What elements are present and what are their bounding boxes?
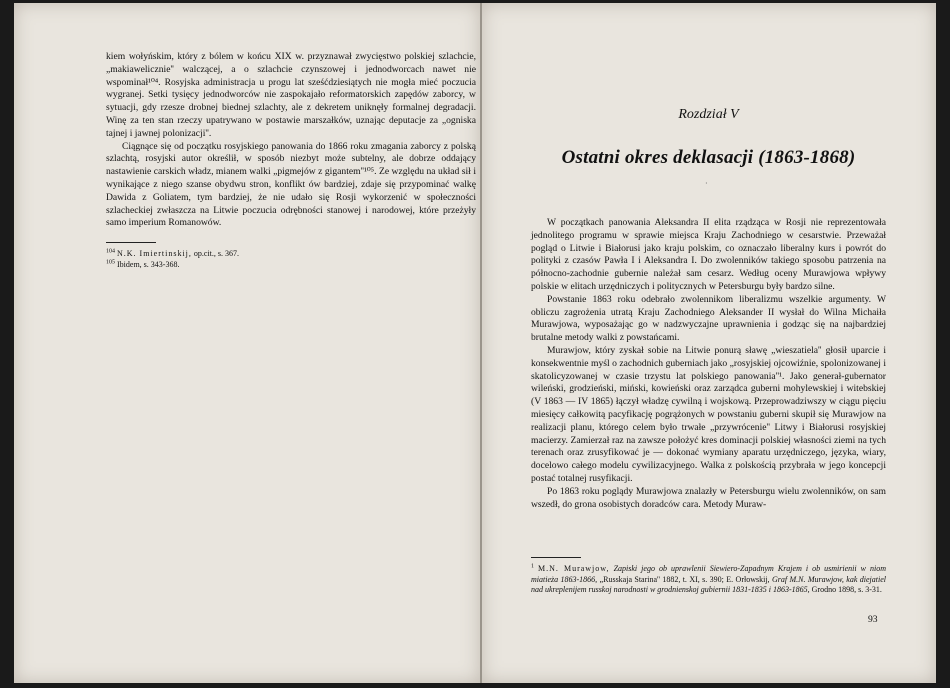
left-paragraph-2: Ciągnące się od początku rosyjskiego panowania do 1866 roku zmagania zaborcy z polską szlachtą, rosyjski autor określił, w sposób niezbyt może subtelny, ale dobrze oddający nastawienie carskich władz, mianem walki „pigmejów z gigantem''¹⁰⁵. Ze względu na układ sił i wynikające z niego szanse obydwu stron, konflikt ów bardziej, zdaje się przypominać walkę Dawida z Goliatem, tym bardziej, że nie udało się Rosji wykorzenić w społeczności szlacheckiej zwłaszcza na Litwie poczucia odrębności stanowej i narodowej, które przeżyły samo imperium Romanowów.: [106, 140, 476, 229]
footnote-1: $^1$ M.N. Murawjow, Zapiski jego ob uprawlenii Siewiero-Zapadnym Krajem i ob usmirienii w niom miatieża 1863-1866, „Russkaja Starina'' 1882, t. XI, s. 390; E. Orłowskij, Graf M.N. Murawjow, kak diejatiel nad ukreplenijem russkoj narodnosti w grodnienskoj gubiernii 1831-1835 i 1863-1865, Grodno 1898, s. 3-31.: [531, 563, 886, 594]
right-paragraph-3: Murawjow, który zyskał sobie na Litwie ponurą sławę „wieszatiela'' głosił uparcie i konsekwentnie myśl o zachodnich guberniach jako „rosyjskiej ojcowiźnie, spolonizowanej i skatolicyzowanej w czasie trzystu lat polskiego panowania''¹. Jako generał-gubernator wileński, grodzieński, miński, kowieński oraz zarządca guberni mohylewskiej i witebskiej (V 1863 — IV 1865) łączył władzę cywilną i wojskową. Przeprowadziwszy w ciągu pięciu miesięcy całkowitą pacyfikację pogrążonych w powstaniu guberni skupił się Murawjow na realizacji planu, którego celem było trwałe „przywrócenie'' Litwy i Białorusi rosyjskiej macierzy. Zamierzał raz na zawsze położyć kres dominacji polskiej własności ziemi na tych terenach oraz zrusyfikować je — dokonać wymiany aparatu urzędniczego, języka, wiary, docelowo całego modelu cywilizacyjnego. Walka z polskością przybrała w jego koncepcji postać totalnej rusyfikacji.: [531, 344, 886, 484]
right-footnote: [531, 557, 886, 596]
footnote-rule: [106, 242, 156, 243]
left-text-column: [106, 51, 476, 270]
decorative-dot: ·: [705, 179, 708, 188]
left-paragraph-1: kiem wołyńskim, który z bólem w końcu XIX w. przyznawał zwycięstwo polskiej szlachcie, „makiawelicznie'' walczącej, a o szlachcie czynszowej i jednodworcach nawet nie wspominał¹⁰⁴. Rosyjska administracja u progu lat sześćdziesiątych nie mogła mieć poczucia wygranej. Setki tysięcy jednodworców nie zaspokajało reformatorskich zapędów zaborcy, w sytuacji, gdy rzesze drobnej biednej szlachty, ale z dekretem uniknęły formalnej degradacji. Winę za ten stan rzeczy upatrywano w postawie marszałków, uznając deputacje za „ogniska tajnej i jawnej polonizacji''.: [106, 51, 476, 139]
right-paragraph-2: Powstanie 1863 roku odebrało zwolennikom liberalizmu wszelkie argumenty. W obliczu zagrożenia utratą Kraju Zachodniego Aleksander II wysłał do Wilna Michaiła Murawjowa, wyposażając go w nadzwyczajne uprawnienia i godząc się na najbardziej brutalne metody walki z powstańcami.: [531, 293, 886, 344]
footnote-105: $^{105}$ Ibidem, s. 343-368.: [106, 259, 180, 269]
right-page: [482, 3, 936, 683]
left-page: [14, 3, 480, 683]
footnote-rule-right: [531, 557, 581, 558]
footnote-104: $^{104}$ N.K. Imiertinskij, op.cit., s. 367.: [106, 248, 239, 259]
book-spread: [14, 3, 936, 683]
chapter-title: Ostatni okres deklasacji (1863-1868): [561, 147, 856, 168]
page-number: 93: [868, 614, 878, 625]
chapter-label: Rozdział V: [678, 107, 739, 122]
right-paragraph-4: Po 1863 roku poglądy Murawjowa znalazły w Petersburgu wielu zwolenników, on sam wszedł, do grona osobistych doradców cara. Metody Muraw-: [531, 485, 886, 510]
right-body: [531, 217, 886, 511]
right-paragraph-1: W początkach panowania Aleksandra II elita rządząca w Rosji nie reprezentowała jednolitego programu w sprawie miejsca Kraju Zachodniego w cesarstwie. Przeważał pogląd o Litwie i Białorusi jako kraju polskim, co oznaczało liberalny kurs i powrót do polityki z czasów Pawła I i Aleksandra I. Do zwolenników takiego sposobu patrzenia na północno-zachodnie gubernie należał sam cesarz. Według oceny Murawjowa wpływy polskie w elitach urzędniczych i politycznych w Petersburgu były bardzo silne.: [531, 217, 886, 292]
